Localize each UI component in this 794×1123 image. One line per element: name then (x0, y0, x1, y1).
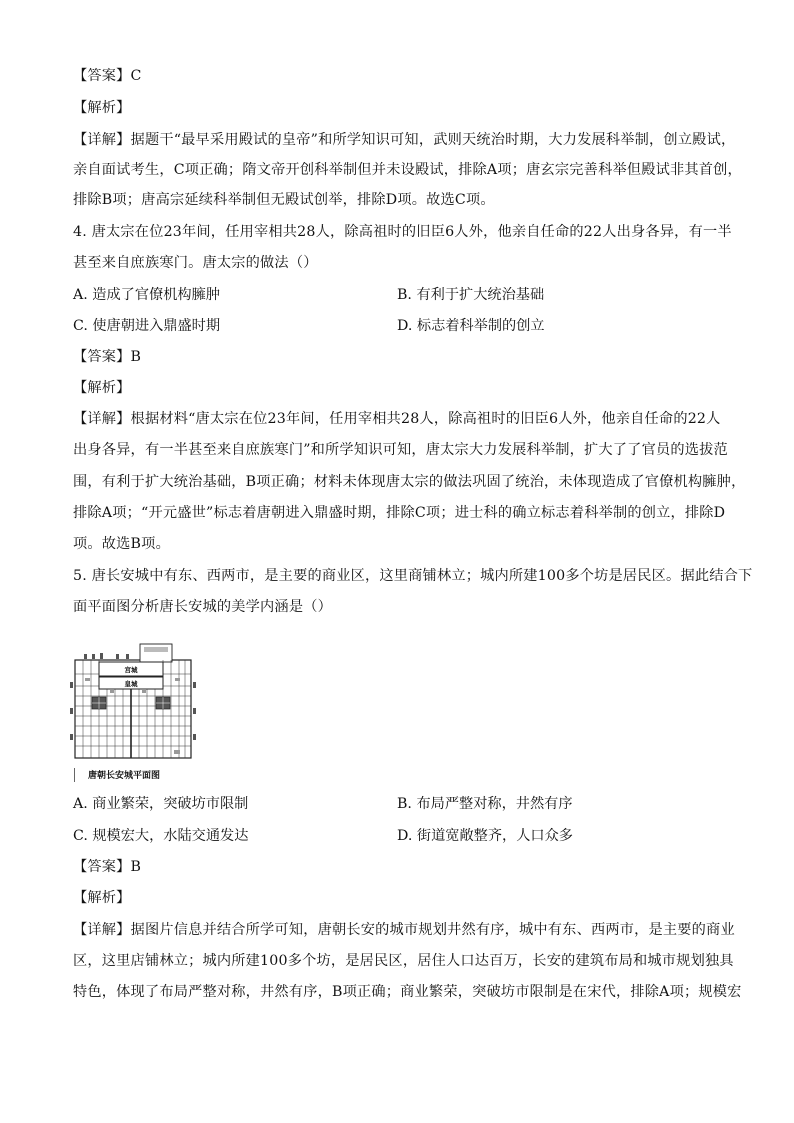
q4-analysis-heading: 【解析】 (73, 380, 131, 396)
imperial-city-label: 皇城 (124, 680, 138, 688)
q4-stem-line-1: 4. 唐太宗在位23年间，任用宰相共28人，除高祖时的旧臣6人外，他亲自任命的22人出身各异，有一半 (73, 224, 732, 240)
q5-stem-line-1: 5. 唐长安城中有东、西两市，是主要的商业区，这里商铺林立；城内所建100多个坊是居民区。据此结合下 (73, 568, 753, 584)
figure-caption-marker (74, 768, 75, 782)
q5-analysis-heading: 【解析】 (73, 890, 131, 906)
q5-detail-line-3: 特色，体现了布局严整对称，井然有序，B项正确；商业繁荣，突破坊市限制是在宋代，排除A项；规模宏 (73, 984, 742, 1000)
top-label-marks (84, 653, 129, 659)
q5-option-d: D. 街道宽敞整齐，人口众多 (397, 828, 573, 844)
q4-stem-line-2: 甚至来自庶族寒门。唐太宗的做法（） (73, 255, 318, 271)
changan-city-plan-figure (70, 638, 198, 764)
q4-option-c: C. 使唐朝进入鼎盛时期 (73, 318, 221, 334)
q5-stem-line-2: 面平面图分析唐长安城的美学内涵是（） (73, 599, 332, 615)
q4-option-a: A. 造成了官僚机构臃肿 (73, 287, 220, 303)
q5-option-a: A. 商业繁荣，突破坊市限制 (73, 796, 249, 812)
q3-detail-line-2: 亲自面试考生，C项正确；隋文帝开创科举制但并未设殿试，排除A项；唐玄宗完善科举但殿试非其首创， (73, 162, 742, 178)
q4-detail-line-5: 项。故选B项。 (73, 536, 170, 552)
daming-palace-outline (140, 644, 172, 662)
q4-detail-line-4: 排除A项；“开元盛世”标志着唐朝进入鼎盛时期，排除C项；进士科的确立标志着科举制的创立，排除D (73, 505, 726, 521)
daming-palace-label-mark (144, 647, 168, 652)
q4-option-b: B. 有利于扩大统治基础 (397, 287, 545, 303)
q4-answer: 【答案】B (73, 349, 142, 365)
q4-detail-line-3: 围，有利于扩大统治基础，B项正确；材料未体现唐太宗的做法巩固了统治，未体现造成了官僚机构臃肿， (73, 474, 746, 490)
q3-detail-line-1: 【详解】据题干“最早采用殿试的皇帝”和所学知识可知，武则天统治时期，大力发展科举制，创立殿试， (73, 132, 736, 148)
q5-detail-line-1: 【详解】据图片信息并结合所学可知，唐朝长安的城市规划井然有序，城中有东、西两市，是主要的商业 (73, 922, 735, 938)
palace-city-label: 宫城 (124, 666, 138, 674)
q3-analysis-heading: 【解析】 (73, 100, 131, 116)
q4-option-d: D. 标志着科举制的创立 (397, 318, 545, 334)
q5-option-b: B. 布局严整对称，井然有序 (397, 796, 573, 812)
q5-answer: 【答案】B (73, 859, 142, 875)
q3-detail-line-3: 排除B项；唐高宗延续科举制但无殿试创举，排除D项。故选C项。 (73, 192, 495, 208)
figure-caption: 唐朝长安城平面图 (88, 771, 161, 781)
q5-option-c: C. 规模宏大，水陆交通发达 (73, 828, 249, 844)
q3-answer: 【答案】C (73, 68, 142, 84)
q5-detail-line-2: 区，这里店铺林立；城内所建100多个坊，是居民区，居住人口达百万，长安的建筑布局和城市规划独具 (73, 953, 734, 969)
q4-detail-line-1: 【详解】根据材料“唐太宗在位23年间，任用宰相共28人，除高祖时的旧臣6人外，他亲自任命的22人 (73, 411, 721, 427)
q4-detail-line-2: 出身各异，有一半甚至来自庶族寒门”和所学知识可知，唐太宗大力发展科举制，扩大了了官员的选拔范 (73, 442, 728, 458)
